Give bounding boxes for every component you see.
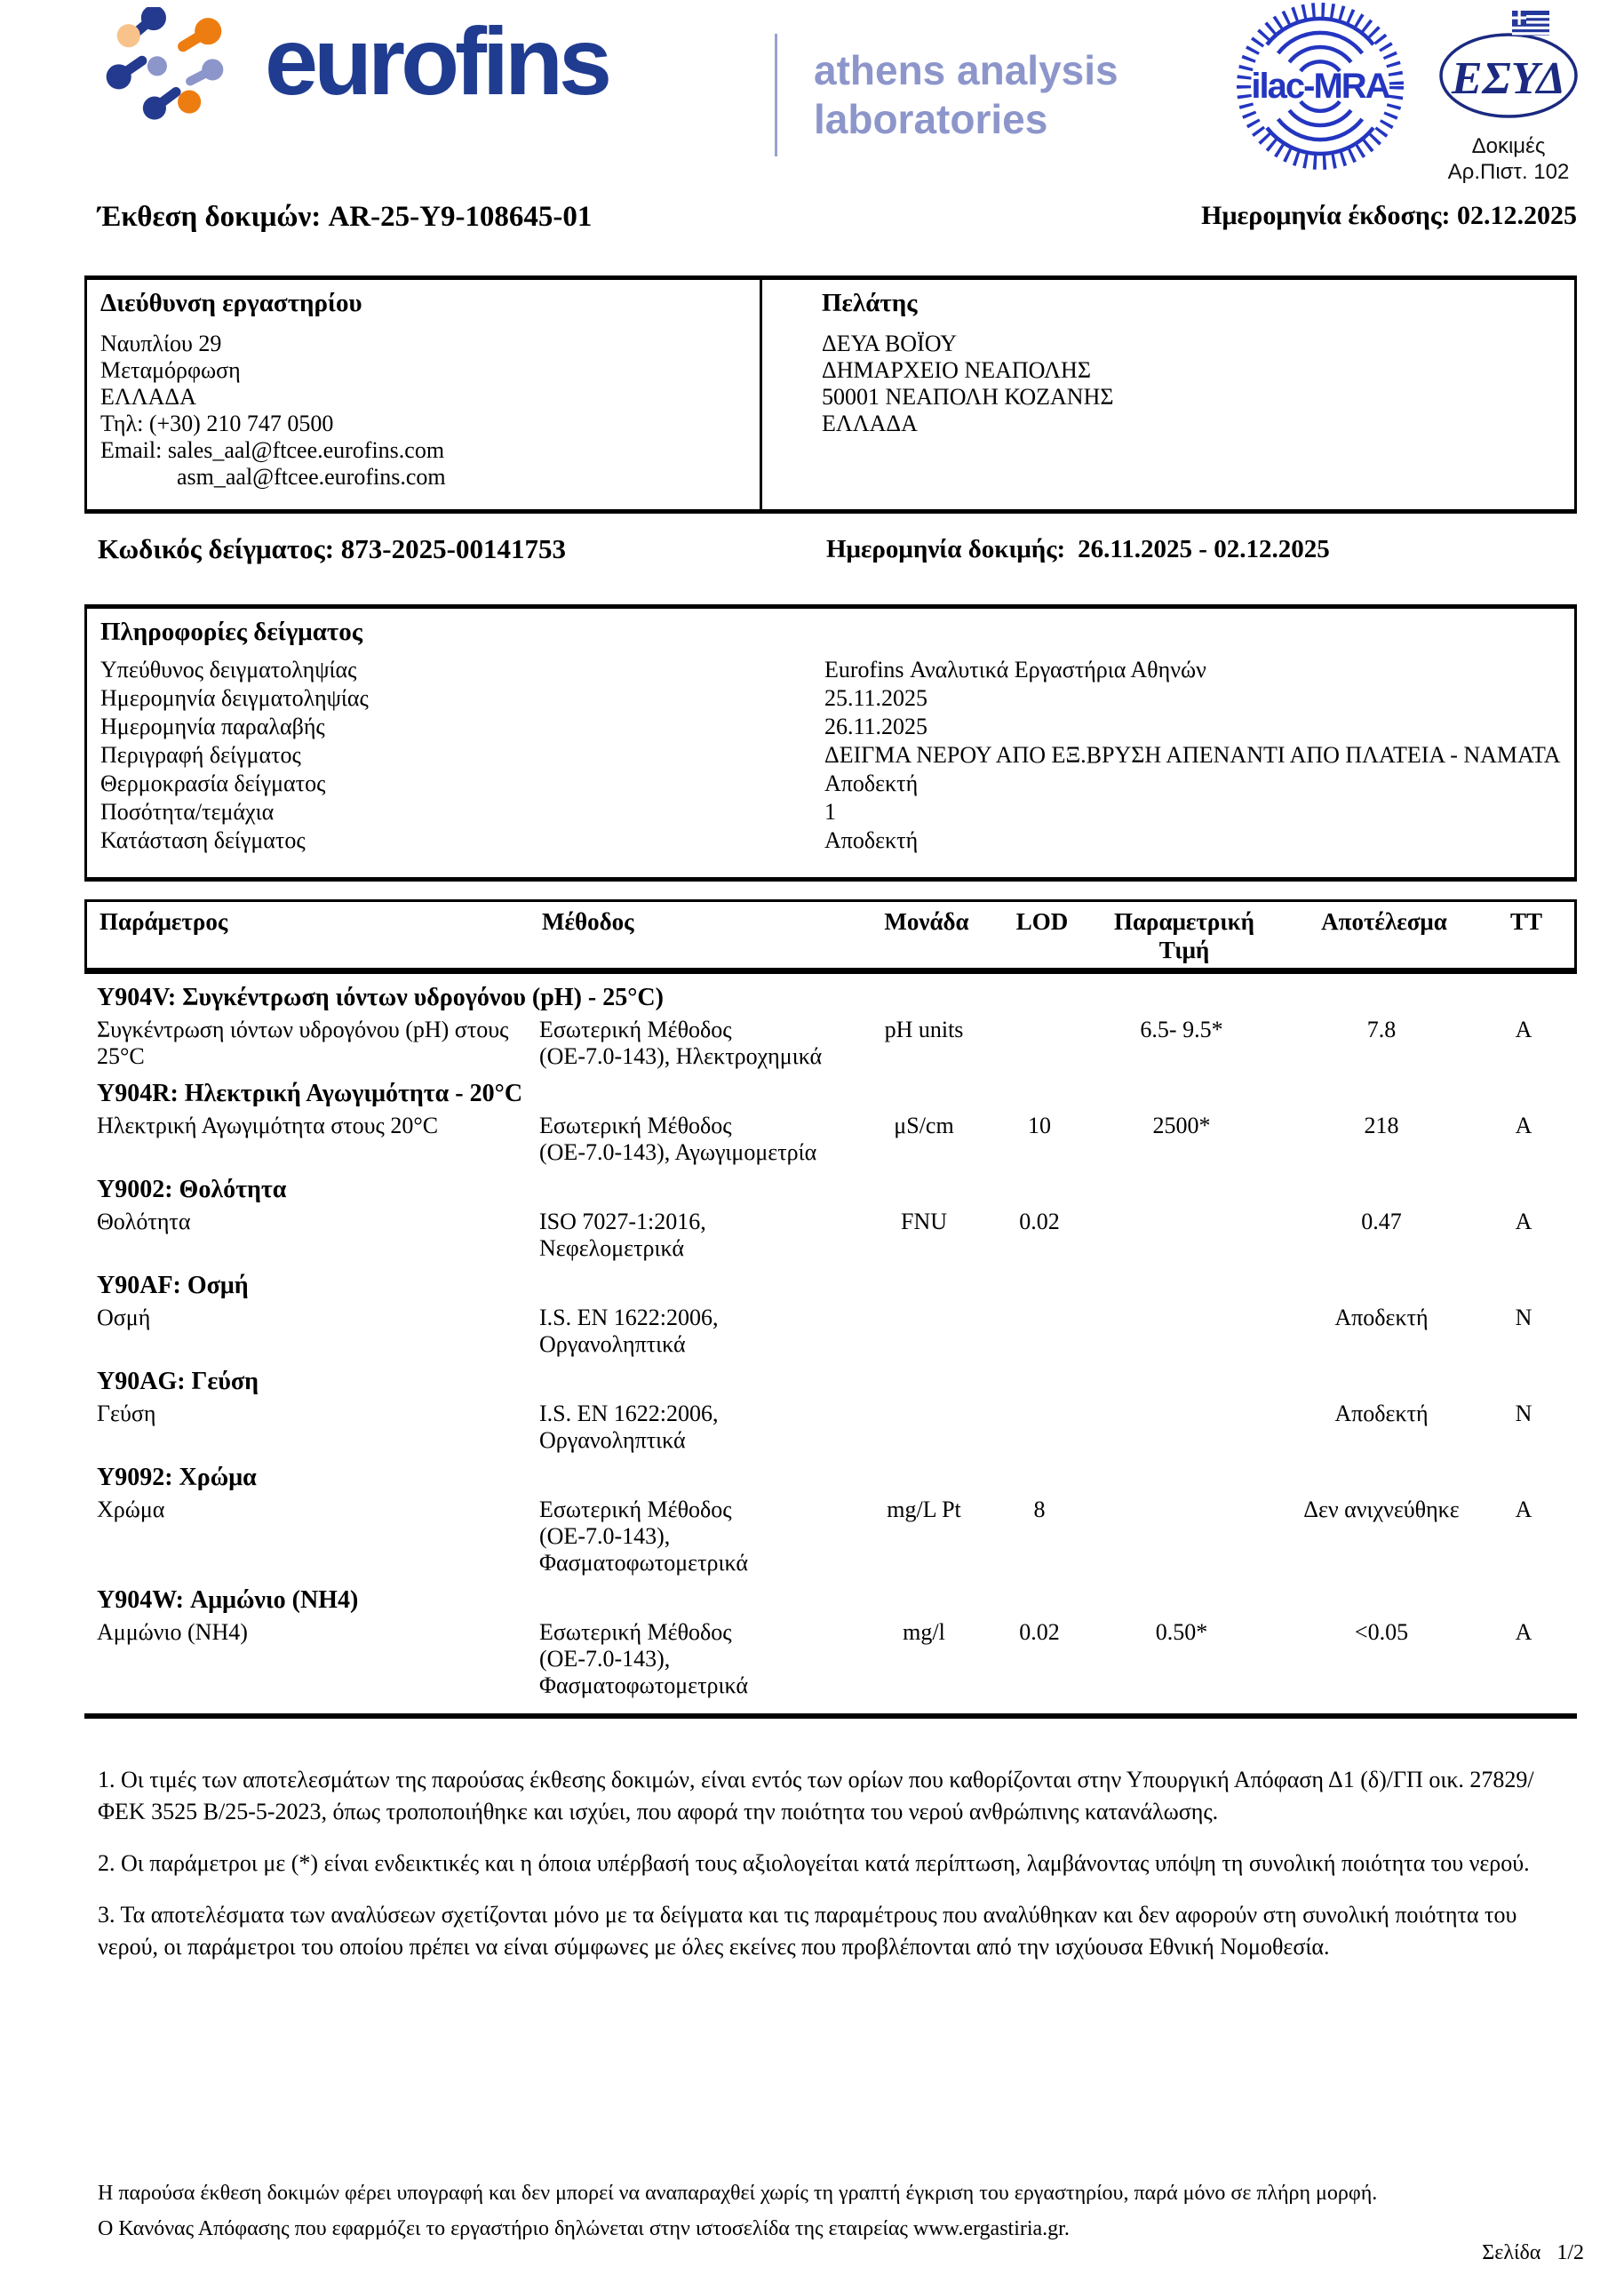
cell-tt: A [1515,1209,1532,1234]
client-line: 50001 ΝΕΑΠΟΛΗ ΚΟΖΑΝΗΣ [822,384,1114,410]
group-title: Y9092: Χρώμα [97,1464,257,1491]
cell-tt: N [1515,1401,1532,1426]
cell-parametric-value: 2500* [1152,1113,1211,1138]
group-title: Y90AF: Οσμή [97,1272,249,1299]
cell-parametric-value [1088,1401,1275,1454]
cell-unit: FNU [900,1209,947,1234]
sample-info-label: Υπεύθυνος δειγματοληψίας [100,657,357,682]
sample-info-value: 26.11.2025 [824,714,928,739]
cell-parametric-value [1088,1497,1275,1577]
cell-tt: A [1515,1619,1532,1645]
sample-info-row [100,656,1565,684]
method-line: Νεφελομετρικά [539,1235,684,1261]
cell-result: 7.8 [1366,1017,1397,1042]
cell-unit: μS/cm [894,1113,954,1138]
notes-section [98,1764,1559,1983]
cell-parameter [97,1619,539,1699]
cell-parameter [97,1401,539,1454]
issue-date: Ημερομηνία έκδοσης: 02.12.2025 [1201,201,1577,230]
logo-subtitle [814,46,1118,144]
esyd-letters: ΕΣΥΔ [1451,53,1566,104]
sample-code-row [98,533,1577,565]
column-header-unit: Μονάδα [884,908,969,935]
parameter-line: Χρώμα [97,1497,165,1522]
results-table [84,899,1577,1719]
esyd-badge [1420,9,1597,185]
address-line: Τηλ: (+30) 210 747 0500 [100,411,334,436]
cell-result: 0.47 [1361,1209,1402,1234]
cell-unit [857,1401,991,1454]
sample-info-rows [100,656,1565,855]
method-line: Εσωτερική Μέθοδος [539,1619,732,1645]
sample-info-heading: Πληροφορίες δείγματος [100,618,362,646]
greek-flag-icon [1512,11,1549,36]
method-line: Οργανοληπτικά [539,1331,686,1357]
table-body [84,985,1577,1719]
method-line: Φασματοφωτομετρικά [539,1672,748,1698]
cell-lod: 8 [1033,1497,1046,1522]
column-header-lod: LOD [1015,908,1069,935]
parameter-line: Συγκέντρωση ιόντων υδρογόνου (pH) στους [97,1017,509,1042]
sample-info-value: 25.11.2025 [824,685,928,711]
parameter-line: Οσμή [97,1305,151,1330]
cell-lod [991,1401,1088,1454]
esyd-cert-number: Αρ.Πιστ. 102 [1447,160,1570,184]
sample-info-value: 1 [824,799,836,825]
client-line: ΔΗΜΑΡΧΕΙΟ ΝΕΑΠΟΛΗΣ [822,357,1091,383]
method-line: Εσωτερική Μέθοδος [539,1497,732,1522]
sample-info-label: Κατάσταση δείγματος [100,827,306,853]
footer-disclaimer [98,2175,1559,2247]
cell-tt: A [1515,1497,1532,1522]
cell-parameter [97,1497,539,1577]
cell-method [539,1497,857,1577]
client-line: ΕΛΛΑΔΑ [822,411,918,436]
page-number-label: Σελίδα [1482,2241,1541,2264]
cell-lod [991,1017,1088,1070]
parameter-line: Αμμώνιο (NH4) [97,1619,248,1645]
method-line: (ΟΕ-7.0-143), [539,1646,671,1672]
cell-parametric-value: 6.5- 9.5* [1140,1017,1223,1042]
address-line: asm_aal@ftcee.eurofins.com [177,464,446,490]
table-row [97,1209,1564,1262]
cell-unit: pH units [884,1017,964,1042]
method-line: Φασματοφωτομετρικά [539,1550,748,1576]
cell-result: <0.05 [1354,1619,1409,1645]
sample-info-value: Αποδεκτή [824,827,919,853]
method-line: Εσωτερική Μέθοδος [539,1113,732,1138]
group-title: Y904W: Αμμώνιο (NH4) [97,1586,359,1614]
parameter-line: Θολότητα [97,1209,191,1234]
method-line: Οργανοληπτικά [539,1427,686,1453]
cell-parametric-value [1088,1305,1275,1358]
sample-info-label: Θερμοκρασία δείγματος [100,770,326,796]
esyd-type: Δοκιμές [1471,134,1546,158]
note: 2. Οι παράμετροι με (*) είναι ενδεικτικές και η όποια υπέρβασή τους αξιολογείται κατά περίπτωση, λαμβάνοντας υπόψη τη συνολική ποιότητα του νερού. [98,1850,1530,1876]
client-heading: Πελάτης [822,289,918,317]
group-title: Y904V: Συγκέντρωση ιόντων υδρογόνου (pH) - 25°C) [97,984,664,1011]
note: 1. Οι τιμές των αποτελεσμάτων της παρούσας έκθεσης δοκιμών, είναι εντός των ορίων που καθορίζονται στην Υπουργική Απόφαση Δ1 (δ)/ΓΠ οικ. 27829/ΦΕΚ 3525 Β/25-5-2023, όπως τροποποιήθηκε και ισχύει, που αφορά την ποιότητα του νερού ανθρώπινης κατανάλωσης. [98,1767,1534,1824]
test-date [826,535,1330,564]
table-row [97,1497,1564,1577]
table-row [97,1113,1564,1166]
lab-address-lines [100,331,740,491]
sample-info-row [100,713,1565,741]
sample-info-value: Eurofins Αναλυτικά Εργαστήρια Αθηνών [824,657,1206,682]
group-title: Y9002: Θολότητα [97,1176,287,1203]
cell-lod: 0.02 [1019,1209,1060,1234]
client-section [822,289,1550,437]
cell-parametric-value: 0.50* [1155,1619,1208,1645]
box-divider [760,280,762,509]
footer-line: Ο Κανόνας Απόφασης που εφαρμόζει το εργαστήριο δηλώνεται στην ιστοσελίδα της εταιρείας www.ergastiria.gr. [98,2217,1070,2240]
ilac-mra-label: ilac-MRA [1251,67,1389,106]
cell-parameter [97,1305,539,1358]
cell-tt: A [1515,1017,1532,1042]
sample-info-row [100,798,1565,826]
column-header-tt: TT [1509,908,1543,935]
sample-info-row [100,684,1565,713]
table-row [97,1401,1564,1454]
group-title: Y90AG: Γεύση [97,1368,259,1395]
method-line: (ΟΕ-7.0-143), [539,1523,671,1549]
sample-info-label: Ημερομηνία παραλαβής [100,714,325,739]
cell-method [539,1401,857,1454]
method-line: Εσωτερική Μέθοδος [539,1017,732,1042]
group-title: Y904R: Ηλεκτρική Αγωγιμότητα - 20°C [97,1080,523,1107]
sample-info-label: Ημερομηνία δειγματοληψίας [100,685,369,711]
cell-parameter [97,1209,539,1262]
cell-method [539,1113,857,1166]
test-date-label: Ημερομηνία δοκιμής: [826,535,1066,563]
lab-client-box [84,275,1577,514]
eurofins-wordmark: eurofins [265,7,609,115]
sample-info-row [100,741,1565,770]
esyd-accreditation-text [1420,133,1597,185]
logo-subtitle-line2: laboratories [814,96,1048,142]
cell-method [539,1209,857,1262]
cell-tt: A [1515,1113,1532,1138]
method-line: I.S. EN 1622:2006, [539,1401,719,1426]
cell-lod [991,1305,1088,1358]
method-line: (ΟΕ-7.0-143), Ηλεκτροχημικά [539,1043,823,1069]
column-header-param: Παράμετρος [100,908,228,935]
column-header-method: Μέθοδος [542,908,634,935]
sample-code: Κωδικός δείγματος: 873-2025-00141753 [98,533,566,564]
cell-parameter [97,1017,539,1070]
sample-info-box [84,604,1577,882]
logo-divider [775,34,777,156]
page-number [1482,2241,1584,2265]
title-row [98,201,1577,234]
cell-lod: 10 [1028,1113,1051,1138]
address-line: Ναυπλίου 29 [100,331,222,356]
method-line: (ΟΕ-7.0-143), Αγωγιμομετρία [539,1139,817,1165]
table-row [97,1017,1564,1070]
test-date-value: 26.11.2025 - 02.12.2025 [1078,535,1330,563]
cell-result: 218 [1364,1113,1399,1138]
table-row [97,1619,1564,1699]
cell-method [539,1305,857,1358]
column-header-limit: Παραμετρική Τιμή [1113,908,1255,963]
parameter-line: 25°C [97,1043,145,1069]
address-line: ΕΛΛΑΔΑ [100,384,196,410]
cell-unit: mg/L Pt [887,1497,961,1522]
method-line: ISO 7027-1:2016, [539,1209,706,1234]
cell-method [539,1619,857,1699]
lab-address-section [100,289,740,491]
sample-info-row [100,770,1565,798]
lab-address-heading: Διεύθυνση εργαστηρίου [100,289,362,317]
parameter-line: Γεύση [97,1401,156,1426]
sample-info-label: Περιγραφή δείγματος [100,742,301,768]
cell-result: Αποδεκτή [1334,1401,1429,1426]
table-header-row [84,899,1577,974]
address-line: Email: sales_aal@ftcee.eurofins.com [100,437,445,463]
method-line: I.S. EN 1622:2006, [539,1305,719,1330]
sample-info-label: Ποσότητα/τεμάχια [100,799,275,825]
cell-parameter [97,1113,539,1166]
address-line: Μεταμόρφωση [100,357,241,383]
note: 3. Τα αποτελέσματα των αναλύσεων σχετίζονται μόνο με τα δείγματα και τις παραμέτρους που αναλύθηκαν και δεν αφορούν στη συνολική ποιότητα του νερού, οι παράμετροι του οποίου πρέπει να είναι σύμφωνες με όλες εκείνες που προβλέπονται από την ισχύουσα Εθνική Νομοθεσία. [98,1902,1517,1960]
parameter-line: Ηλεκτρική Αγωγιμότητα στους 20°C [97,1113,439,1138]
logo-subtitle-line1: athens analysis [814,47,1118,93]
table-row [97,1305,1564,1358]
cell-unit: mg/l [903,1619,945,1645]
cell-tt: N [1515,1305,1532,1330]
sample-info-value: ΔΕΙΓΜΑ ΝΕΡΟΥ ΑΠΟ ΕΞ.ΒΡΥΣΗ ΑΠΕΝΑΝΤΙ ΑΠΟ ΠΛΑΤΕΙΑ - ΝΑΜΑΤΑ [824,742,1561,768]
client-lines [822,331,1550,437]
cell-result: Αποδεκτή [1334,1305,1429,1330]
page-number-value: 1/2 [1556,2241,1584,2264]
footer-line: Η παρούσα έκθεση δοκιμών φέρει υπογραφή και δεν μπορεί να αναπαραχθεί χωρίς τη γραπτή έγκριση του εργαστηρίου, παρά μόνο σε πλήρη μορφή. [98,2182,1378,2205]
cell-result: Δεν ανιχνεύθηκε [1303,1497,1460,1522]
cell-lod: 0.02 [1019,1619,1060,1645]
ilac-mra-badge [1231,0,1409,182]
cell-method [539,1017,857,1070]
column-header-result: Αποτέλεσμα [1321,908,1447,935]
eurofins-logo-icon [94,7,247,177]
client-line: ΔΕΥΑ ΒΟΪΟΥ [822,331,957,356]
sample-info-row [100,826,1565,855]
sample-info-value: Αποδεκτή [824,770,919,796]
cell-parametric-value [1088,1209,1275,1262]
report-title: Έκθεση δοκιμών: AR-25-Y9-108645-01 [98,201,593,233]
cell-unit [857,1305,991,1358]
